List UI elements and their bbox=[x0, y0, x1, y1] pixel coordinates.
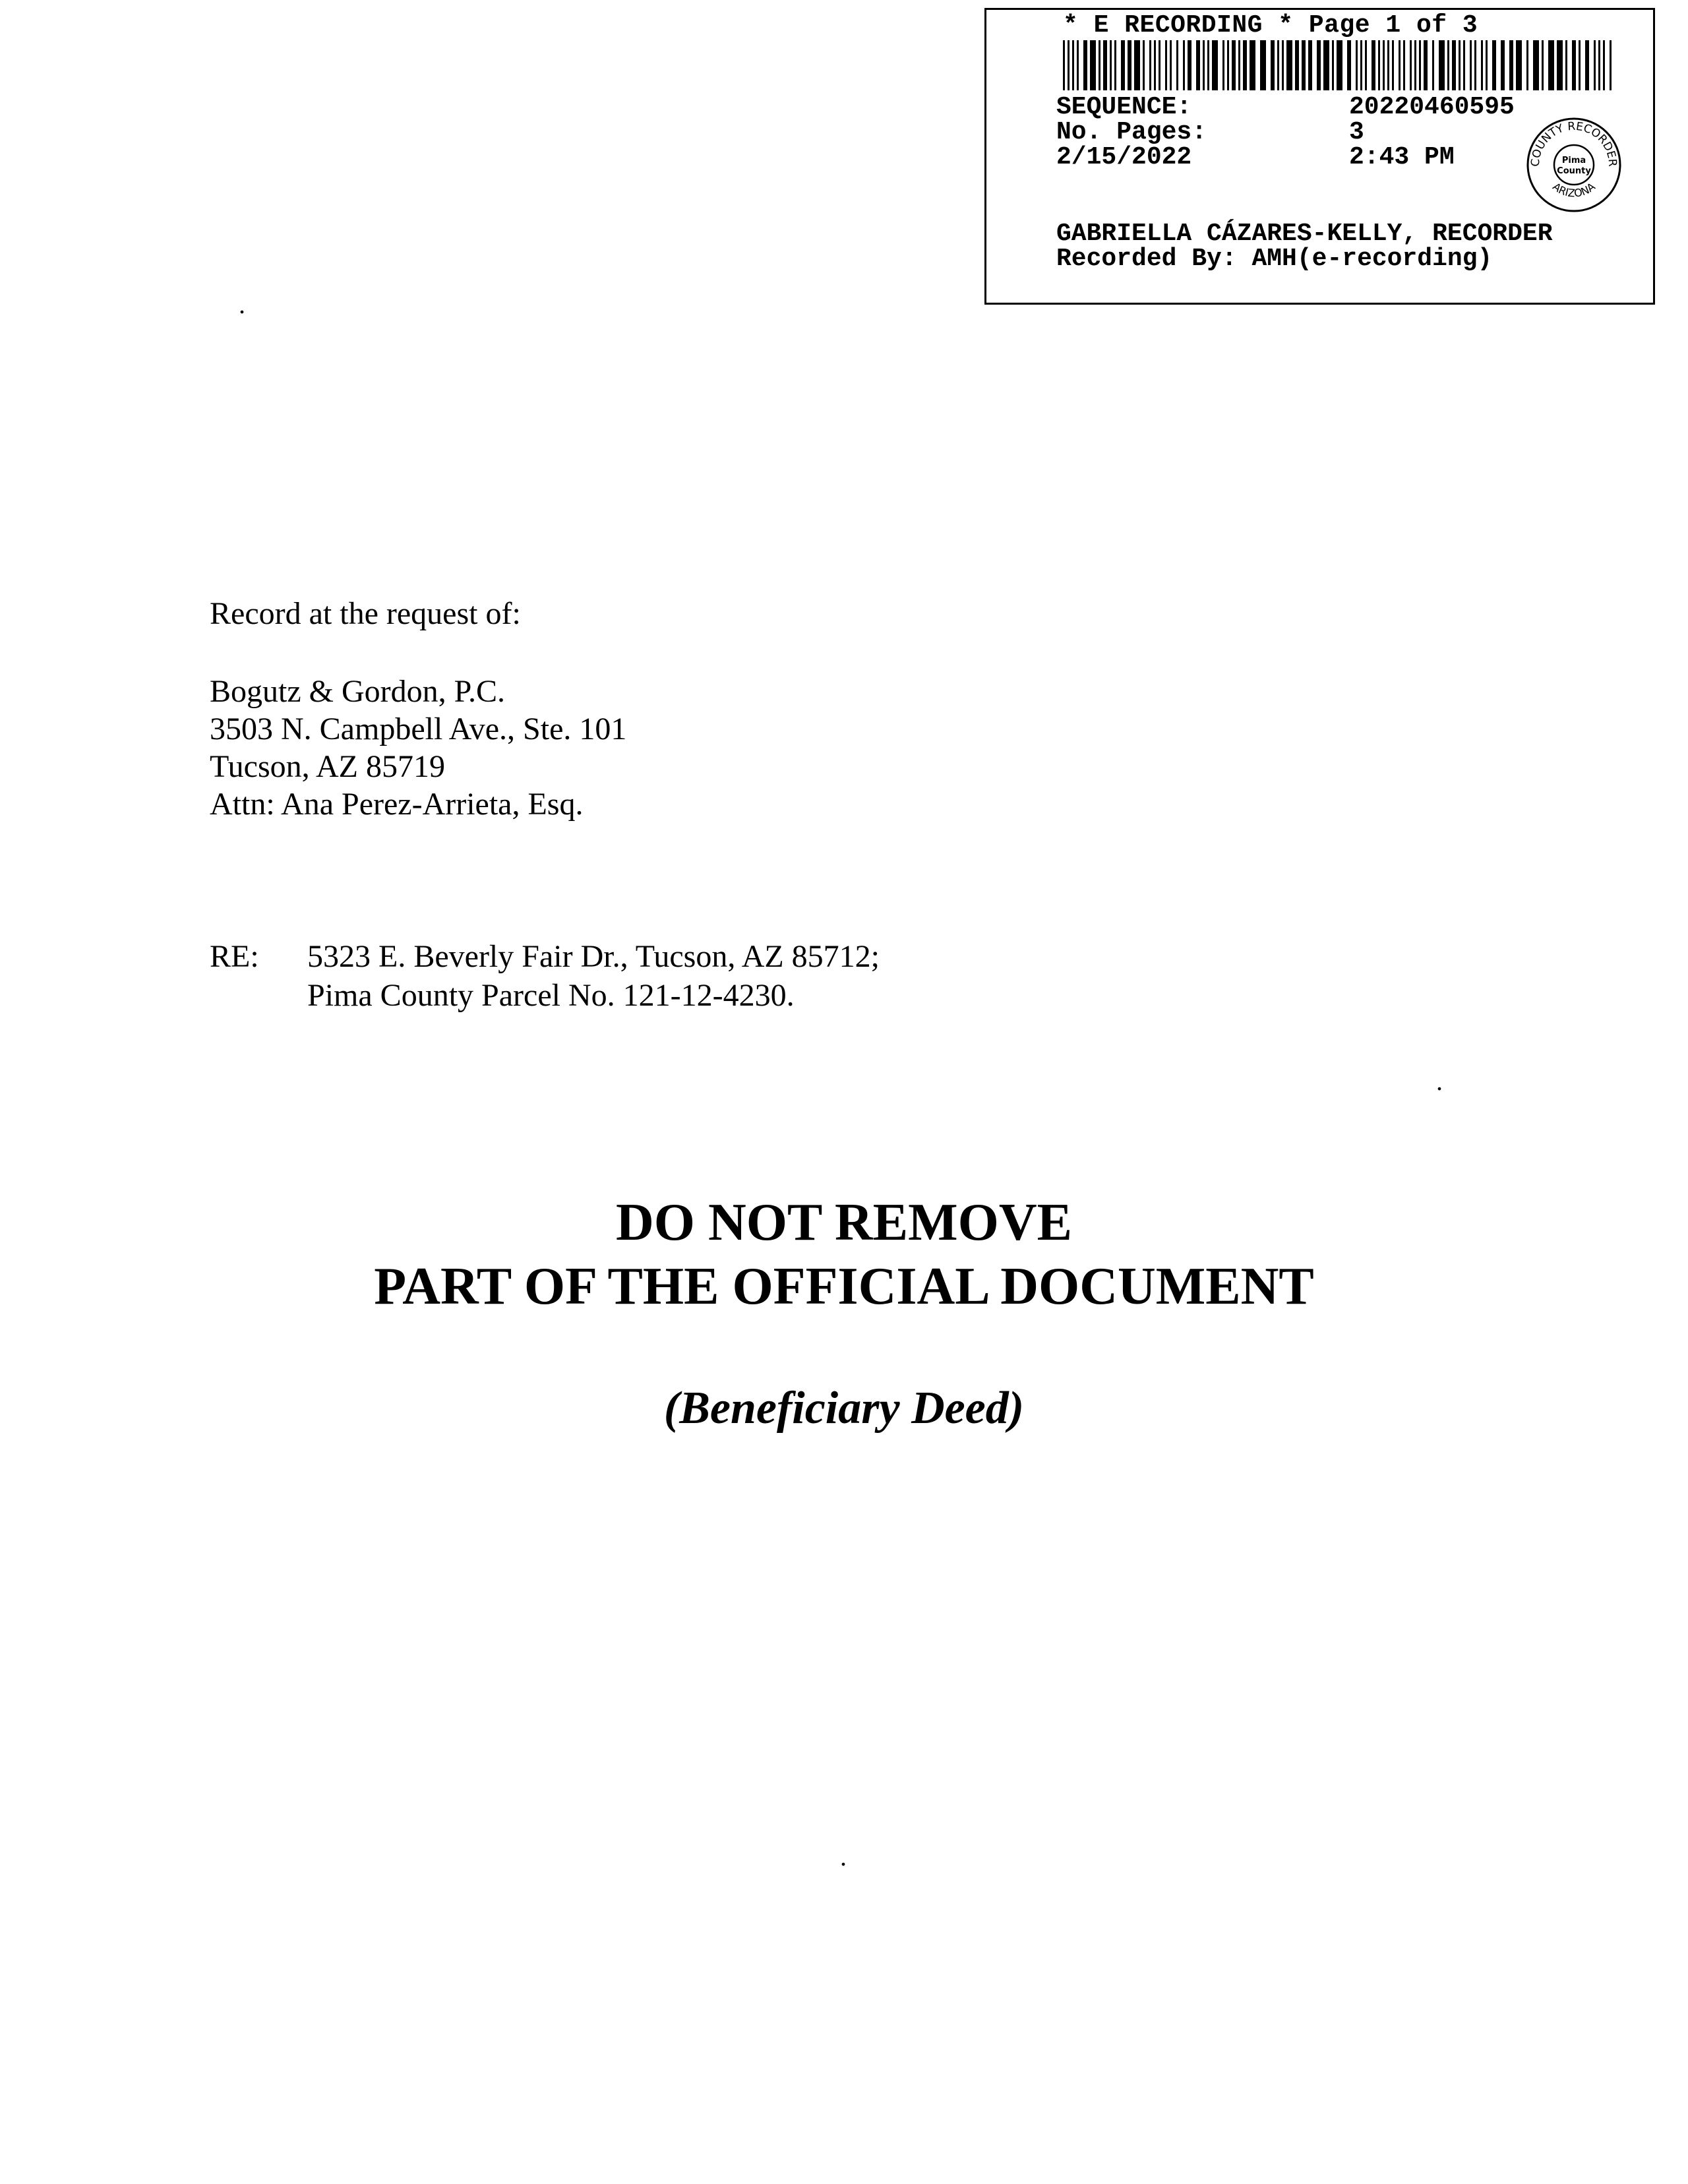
barcode-bar bbox=[1083, 40, 1087, 90]
barcode-bar bbox=[1403, 40, 1405, 90]
barcode-bar bbox=[1459, 40, 1461, 90]
svg-text:COUNTY RECORDER: COUNTY RECORDER bbox=[1528, 119, 1619, 167]
pages-label: No. Pages: bbox=[1056, 118, 1207, 146]
barcode-bar bbox=[1452, 40, 1456, 90]
recording-time: 2:43 PM bbox=[1349, 143, 1455, 171]
barcode-bar bbox=[1232, 40, 1236, 90]
barcode-bar bbox=[1360, 40, 1362, 90]
barcode-bar bbox=[1154, 40, 1156, 90]
barcode-bar bbox=[1238, 40, 1240, 90]
request-line-street: 3503 N. Campbell Ave., Ste. 101 bbox=[210, 712, 627, 746]
barcode-bar bbox=[1419, 40, 1421, 90]
request-line-firm: Bogutz & Gordon, P.C. bbox=[210, 674, 506, 709]
barcode-bar bbox=[1227, 40, 1229, 90]
recorded-by: Recorded By: AMH(e-recording) bbox=[1056, 245, 1493, 273]
barcode-bar bbox=[1308, 40, 1312, 90]
barcode-bar bbox=[1365, 40, 1367, 90]
barcode-bar bbox=[1222, 40, 1224, 90]
barcode-bar bbox=[1323, 40, 1329, 90]
barcode-bar bbox=[1387, 40, 1389, 90]
barcode-bar bbox=[1378, 40, 1380, 90]
svg-text:County: County bbox=[1557, 166, 1591, 176]
county-recorder-seal-icon bbox=[1524, 115, 1623, 214]
document-type: (Beneficiary Deed) bbox=[663, 1383, 1025, 1434]
re-parcel: Pima County Parcel No. 121-12-4230. bbox=[307, 978, 795, 1013]
recording-stamp bbox=[984, 8, 1655, 305]
barcode-bar bbox=[1548, 40, 1554, 90]
barcode-bar bbox=[1295, 40, 1299, 90]
barcode-bar bbox=[1347, 40, 1351, 90]
barcode-bar bbox=[1188, 40, 1191, 90]
request-heading: Record at the request of: bbox=[210, 596, 521, 631]
barcode-bar bbox=[1463, 40, 1465, 90]
barcode-bar bbox=[1196, 40, 1200, 90]
notice-line-1: DO NOT REMOVE bbox=[616, 1194, 1072, 1252]
barcode-bar bbox=[1579, 40, 1581, 90]
barcode-bar bbox=[1063, 40, 1065, 90]
barcode-bar bbox=[1286, 40, 1292, 90]
barcode-bar bbox=[1594, 40, 1596, 90]
sequence-value: 20220460595 bbox=[1349, 93, 1515, 121]
barcode-bar bbox=[1090, 40, 1096, 90]
barcode-bar bbox=[1542, 40, 1544, 90]
barcode-bar bbox=[1110, 40, 1112, 90]
barcode-bar bbox=[1516, 40, 1522, 90]
barcode-bar bbox=[1207, 40, 1209, 90]
barcode-bar bbox=[1260, 40, 1266, 90]
barcode-bar bbox=[1557, 40, 1563, 90]
request-line-attn: Attn: Ana Perez-Arrieta, Esq. bbox=[210, 787, 584, 822]
barcode-bar bbox=[1481, 40, 1483, 90]
barcode-bar bbox=[1565, 40, 1567, 90]
notice-line-2: PART OF THE OFFICIAL DOCUMENT bbox=[374, 1258, 1314, 1316]
barcode-bar bbox=[1414, 40, 1416, 90]
barcode-bar bbox=[1509, 40, 1513, 90]
barcode-bar bbox=[1072, 40, 1074, 90]
barcode-bar bbox=[1317, 40, 1321, 90]
request-line-city: Tucson, AZ 85719 bbox=[210, 749, 445, 784]
barcode-bar bbox=[1337, 40, 1342, 90]
barcode-bar bbox=[1447, 40, 1449, 90]
barcode-bar bbox=[1603, 40, 1605, 90]
barcode-bar bbox=[1439, 40, 1445, 90]
barcode-bar bbox=[1474, 40, 1476, 90]
barcode-bar bbox=[1332, 40, 1334, 90]
barcode-image bbox=[1063, 40, 1617, 90]
barcode-bar bbox=[1170, 40, 1172, 90]
barcode-bar bbox=[1159, 40, 1160, 90]
pages-value: 3 bbox=[1349, 118, 1364, 146]
barcode-bar bbox=[1149, 40, 1151, 90]
barcode-bar bbox=[1121, 40, 1125, 90]
barcode-bar bbox=[1282, 40, 1284, 90]
re-label: RE: bbox=[210, 939, 259, 974]
barcode-bar bbox=[1572, 40, 1576, 90]
barcode-bar bbox=[1176, 40, 1178, 90]
svg-text:Pima: Pima bbox=[1561, 156, 1586, 166]
re-address: 5323 E. Beverly Fair Dr., Tucson, AZ 85712; bbox=[307, 939, 880, 974]
barcode-bar bbox=[1302, 40, 1306, 90]
svg-text:ARIZONA: ARIZONA bbox=[1550, 180, 1598, 200]
barcode-bar bbox=[1277, 40, 1279, 90]
barcode-bar bbox=[1243, 40, 1247, 90]
barcode-bar bbox=[1250, 40, 1255, 90]
sequence-label: SEQUENCE: bbox=[1056, 93, 1192, 121]
barcode-bar bbox=[1486, 40, 1488, 90]
barcode-bar bbox=[1492, 40, 1496, 90]
recording-header: * E RECORDING * Page 1 of 3 bbox=[1063, 11, 1478, 40]
barcode-bar bbox=[1424, 40, 1428, 90]
barcode-bar bbox=[1165, 40, 1167, 90]
barcode-bar bbox=[1114, 40, 1116, 90]
barcode-bar bbox=[1610, 40, 1612, 90]
barcode-bar bbox=[1470, 40, 1472, 90]
barcode-bar bbox=[1068, 40, 1070, 90]
barcode-bar bbox=[1203, 40, 1205, 90]
barcode-bar bbox=[1356, 40, 1358, 90]
barcode-bar bbox=[1103, 40, 1107, 90]
barcode-bar bbox=[1143, 40, 1145, 90]
barcode-bar bbox=[1598, 40, 1600, 90]
recorder-name: GABRIELLA CÁZARES-KELLY, RECORDER bbox=[1056, 220, 1553, 248]
stray-mark: . bbox=[840, 1842, 847, 1871]
stray-mark: . bbox=[239, 289, 245, 319]
barcode-bar bbox=[1533, 40, 1539, 90]
barcode-bar bbox=[1212, 40, 1218, 90]
barcode-bar bbox=[1383, 40, 1385, 90]
barcode-bar bbox=[1432, 40, 1434, 90]
barcode-bar bbox=[1372, 40, 1375, 90]
recording-date: 2/15/2022 bbox=[1056, 143, 1192, 171]
barcode-bar bbox=[1585, 40, 1589, 90]
barcode-bar bbox=[1134, 40, 1140, 90]
barcode-bar bbox=[1410, 40, 1412, 90]
barcode-bar bbox=[1392, 40, 1394, 90]
barcode-bar bbox=[1077, 40, 1079, 90]
barcode-bar bbox=[1099, 40, 1100, 90]
barcode-bar bbox=[1399, 40, 1401, 90]
barcode-bar bbox=[1501, 40, 1505, 90]
barcode-bar bbox=[1128, 40, 1131, 90]
barcode-bar bbox=[1271, 40, 1275, 90]
barcode-bar bbox=[1183, 40, 1185, 90]
barcode-bar bbox=[1526, 40, 1528, 90]
stray-mark: . bbox=[1436, 1066, 1443, 1096]
